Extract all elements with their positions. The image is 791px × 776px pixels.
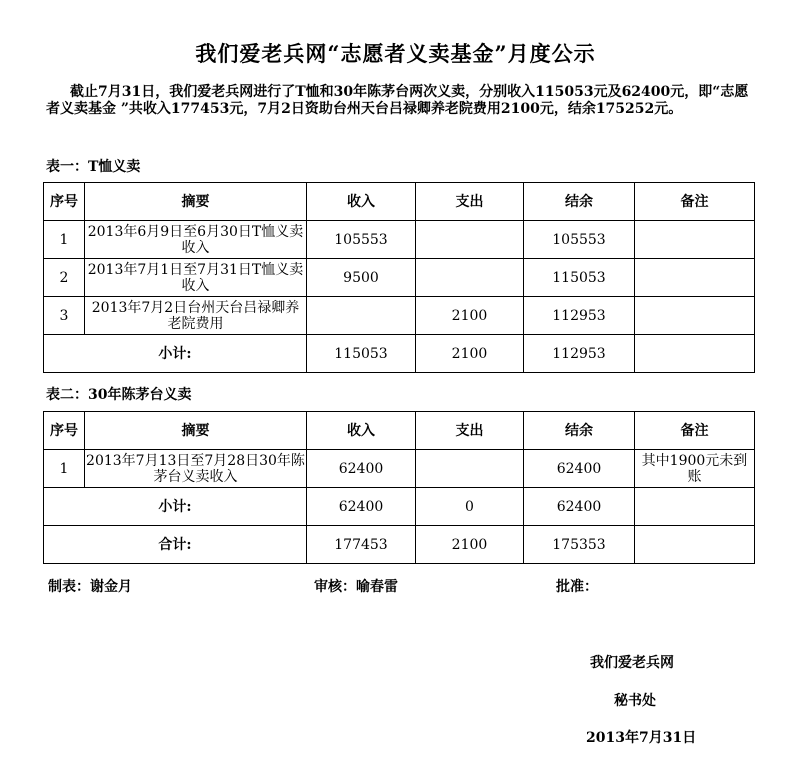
reviewer-signature: 审核：喻春雷 [314, 579, 398, 595]
subtotal-balance: 62400 [524, 488, 635, 526]
cell-no: 3 [44, 297, 85, 335]
cell-balance: 115053 [524, 259, 635, 297]
table2-total-row [44, 526, 755, 564]
cell-note [635, 259, 755, 297]
cell-balance: 112953 [524, 297, 635, 335]
footer-org: 我们爱老兵网 [590, 655, 674, 671]
cell-expense [416, 259, 524, 297]
cell-note [635, 297, 755, 335]
table2-moutai-sale [43, 411, 755, 564]
subtotal-income: 115053 [307, 335, 416, 373]
subtotal-expense: 2100 [416, 335, 524, 373]
table-row [44, 221, 755, 259]
subtotal-label: 小计: [44, 335, 307, 373]
col-header-expense: 支出 [416, 412, 524, 450]
cell-expense: 2100 [416, 297, 524, 335]
table-row [44, 259, 755, 297]
col-header-expense: 支出 [416, 183, 524, 221]
col-header-balance: 结余 [524, 183, 635, 221]
cell-desc: 2013年7月1日至7月31日T恤义卖收入 [85, 259, 307, 297]
total-income: 177453 [307, 526, 416, 564]
subtotal-label: 小计: [44, 488, 307, 526]
cell-note [635, 221, 755, 259]
total-note [635, 526, 755, 564]
col-header-income: 收入 [307, 183, 416, 221]
table-row [44, 450, 755, 488]
footer-dept: 秘书处 [614, 693, 656, 709]
table1-tshirt-sale [43, 182, 755, 373]
subtotal-balance: 112953 [524, 335, 635, 373]
cell-note: 其中1900元未到账 [635, 450, 755, 488]
cell-income: 62400 [307, 450, 416, 488]
table2-label: 表二：30年陈茅台义卖 [46, 387, 192, 403]
page-title: 我们爱老兵网“志愿者义卖基金”月度公示 [195, 41, 596, 66]
col-header-income: 收入 [307, 412, 416, 450]
cell-income [307, 297, 416, 335]
col-header-no: 序号 [44, 183, 85, 221]
cell-balance: 105553 [524, 221, 635, 259]
col-header-no: 序号 [44, 412, 85, 450]
col-header-note: 备注 [635, 183, 755, 221]
table2-header-row [44, 412, 755, 450]
total-expense: 2100 [416, 526, 524, 564]
table1-subtotal-row [44, 335, 755, 373]
col-header-balance: 结余 [524, 412, 635, 450]
cell-desc: 2013年7月13日至7月28日30年陈茅台义卖收入 [85, 450, 307, 488]
table-row [44, 297, 755, 335]
maker-signature: 制表：谢金月 [48, 579, 132, 595]
footer-date: 2013年7月31日 [586, 730, 697, 746]
subtotal-note [635, 335, 755, 373]
table2-subtotal-row [44, 488, 755, 526]
cell-balance: 62400 [524, 450, 635, 488]
cell-desc: 2013年7月2日台州天台吕禄卿养老院费用 [85, 297, 307, 335]
col-header-desc: 摘要 [85, 183, 307, 221]
col-header-desc: 摘要 [85, 412, 307, 450]
cell-no: 2 [44, 259, 85, 297]
cell-income: 105553 [307, 221, 416, 259]
subtotal-expense: 0 [416, 488, 524, 526]
approver-signature: 批准： [556, 579, 598, 595]
cell-expense [416, 221, 524, 259]
cell-expense [416, 450, 524, 488]
cell-desc: 2013年6月9日至6月30日T恤义卖收入 [85, 221, 307, 259]
table1-header-row [44, 183, 755, 221]
total-label: 合计: [44, 526, 307, 564]
subtotal-income: 62400 [307, 488, 416, 526]
cell-no: 1 [44, 450, 85, 488]
total-balance: 175353 [524, 526, 635, 564]
intro-paragraph: 截止7月31日，我们爱老兵网进行了T恤和30年陈茅台两次义卖，分别收入115053元及62400元，即“志愿者义卖基金 ”共收入177453元，7月2日资助台州天台吕禄卿养老院费用2100元，结余175252元。 [46, 84, 749, 117]
subtotal-note [635, 488, 755, 526]
cell-no: 1 [44, 221, 85, 259]
cell-income: 9500 [307, 259, 416, 297]
table1-label: 表一：T恤义卖 [46, 159, 141, 175]
col-header-note: 备注 [635, 412, 755, 450]
